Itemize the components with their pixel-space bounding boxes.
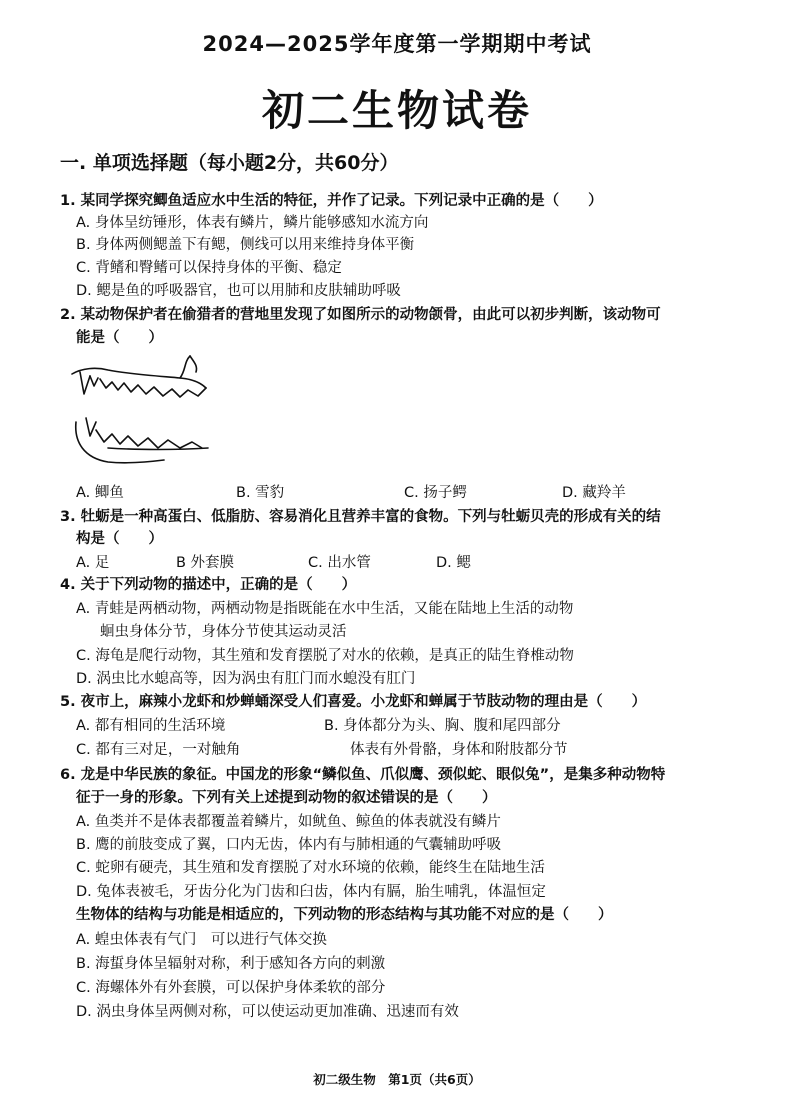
question-6-stem-line-1: 6. 龙是中华民族的象征。中国龙的形象“鳞似鱼、爪似鹰、颈似蛇、眼似兔”，是集多种动物特 [60,767,666,783]
question-5-stem: 5. 夜市上，麻辣小龙虾和炒蝉蛹深受人们喜爱。小龙虾和蝉属于节肢动物的理由是（ ） [60,694,647,710]
question-2-option-c: C. 扬子鳄 [404,485,467,501]
jawbone-figure-icon [68,352,228,474]
question-3-option-a: A. 足 [76,555,110,571]
question-1-option-c: C. 背鳍和臀鳍可以保持身体的平衡、稳定 [76,260,342,276]
question-2-option-d: D. 藏羚羊 [562,485,626,501]
question-1-option-b: B. 身体两侧鳃盖下有鳃，侧线可以用来维持身体平衡 [76,237,415,253]
question-6-stem-line-2: 征于一身的形象。下列有关上述提到动物的叙述错误的是（ ） [76,790,497,806]
question-2-stem-line-2: 能是（ ） [76,330,163,346]
question-5-option-b: B. 身体都分为头、胸、腹和尾四部分 [324,718,561,734]
question-3-stem-line-1: 3. 牡蛎是一种高蛋白、低脂肪、容易消化且营养丰富的食物。下列与牡蛎贝壳的形成有关的结 [60,509,661,525]
question-4-option-a: A. 青蛙是两栖动物，两栖动物是指既能在水中生活，又能在陆地上生活的动物 [76,601,574,617]
question-3-option-c: C. 出水管 [308,555,371,571]
question-6-option-b: B. 鹰的前肢变成了翼，口内无齿，体内有与肺相通的气囊辅助呼吸 [76,837,502,853]
question-7-option-d: D. 涡虫身体呈两侧对称，可以使运动更加准确、迅速而有效 [76,1004,459,1020]
question-5-option-c: C. 都有三对足，一对触角 [76,742,241,758]
question-4-option-b: 蛔虫身体分节，身体分节使其运动灵活 [100,624,347,640]
question-5-option-d: 体表有外骨骼，身体和附肢都分节 [350,742,568,758]
question-3-option-b: B 外套膜 [176,555,235,571]
exam-title: 2024—2025学年度第一学期期中考试 [202,32,592,56]
question-7-option-b: B. 海蜇身体呈辐射对称，利于感知各方向的刺激 [76,956,386,972]
page-footer: 初二级生物 第1页（共6页） [313,1072,481,1087]
question-2-option-a: A. 鲫鱼 [76,485,124,501]
question-3-stem-line-2: 构是（ ） [76,531,163,547]
question-7-option-a: A. 蝗虫体表有气门 可以进行气体交换 [76,932,327,948]
question-2-stem-line-1: 2. 某动物保护者在偷猎者的营地里发现了如图所示的动物颌骨，由此可以初步判断，该动物可 [60,307,661,323]
question-2-option-b: B. 雪豹 [236,485,285,501]
question-1-option-a: A. 身体呈纺锤形，体表有鳞片，鳞片能够感知水流方向 [76,215,429,231]
question-6-option-d: D. 兔体表被毛，牙齿分化为门齿和臼齿，体内有膈，胎生哺乳，体温恒定 [76,884,546,900]
question-4-option-c: C. 海龟是爬行动物，其生殖和发育摆脱了对水的依赖，是真正的陆生脊椎动物 [76,648,574,664]
question-4-stem: 4. 关于下列动物的描述中，正确的是（ ） [60,577,357,593]
question-1-option-d: D. 鳃是鱼的呼吸器官，也可以用肺和皮肤辅助呼吸 [76,283,401,299]
question-6-option-c: C. 蛇卵有硬壳，其生殖和发育摆脱了对水环境的依赖，能终生在陆地生活 [76,860,545,876]
question-5-option-a: A. 都有相同的生活环境 [76,718,226,734]
section-heading: 一. 单项选择题（每小题2分，共60分） [60,152,399,174]
question-1-stem: 1. 某同学探究鲫鱼适应水中生活的特征，并作了记录。下列记录中正确的是（ ） [60,193,603,209]
question-3-option-d: D. 鳃 [436,555,471,571]
question-6-option-a: A. 鱼类并不是体表都覆盖着鳞片，如鱿鱼、鲸鱼的体表就没有鳞片 [76,814,501,830]
question-7-option-c: C. 海螺体外有外套膜，可以保护身体柔软的部分 [76,980,386,996]
paper-title: 初二生物试卷 [261,86,532,135]
question-4-option-d: D. 涡虫比水螅高等，因为涡虫有肛门而水螅没有肛门 [76,671,416,687]
question-7-stem: 生物体的结构与功能是相适应的，下列动物的形态结构与其功能不对应的是（ ） [76,907,613,923]
